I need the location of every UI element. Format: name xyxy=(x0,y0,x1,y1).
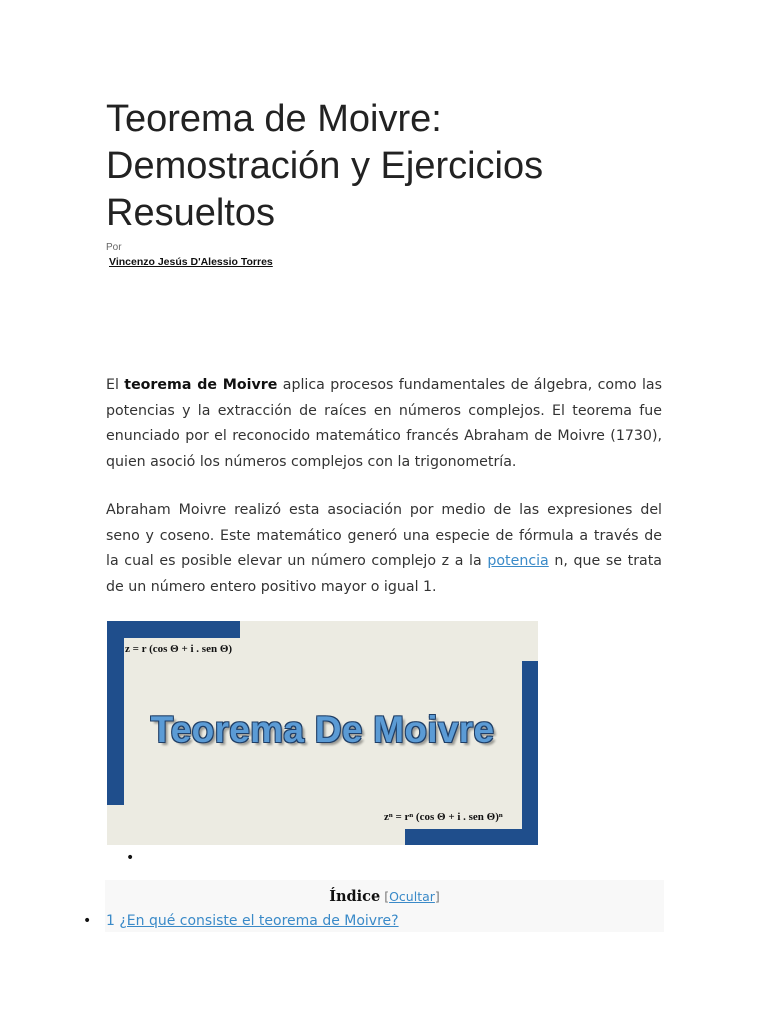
intro-paragraph xyxy=(106,373,662,475)
p1-rest: aplica procesos fundamentales de álgebra, como las potencias y la extracción de raíces en números complejos. El teorema fue enunciado por el reconocido matemático francés Abraham de Moivre (1730), quien asoció los números complejos con la trigonometría. xyxy=(106,377,662,470)
toc-header xyxy=(105,888,664,905)
toc-hide-toggle[interactable]: Ocultar xyxy=(389,889,435,904)
formula-bottom: zⁿ = rⁿ (cos Θ + i . sen Θ)ⁿ xyxy=(384,811,503,823)
toc-item-bullet: • xyxy=(83,913,92,929)
p1-lead: El xyxy=(106,377,125,393)
toc-item-1[interactable] xyxy=(106,913,399,929)
byline-prefix: Por xyxy=(106,242,122,253)
potencia-link[interactable]: potencia xyxy=(487,553,549,569)
bullet-marker: • xyxy=(126,850,135,866)
figure-heading: Teorema De Moivre xyxy=(150,709,495,750)
second-paragraph xyxy=(106,498,662,600)
p2-text-after: n, que se trata de un número entero positivo mayor o igual 1. xyxy=(106,553,663,595)
p2-text-before: Abraham Moivre realizó esta asociación por medio de las expresiones del seno y coseno. Este matemático generó una especie de fórmula a través de la cual es posible elevar un número complejo z a la xyxy=(106,502,662,569)
figure-bottom-bar xyxy=(405,829,538,845)
toc-item-number: 1 xyxy=(106,913,115,929)
toc-bracket-close: ] xyxy=(434,889,440,904)
theorem-figure xyxy=(107,621,538,845)
toc-item-label: ¿En qué consiste el teorema de Moivre? xyxy=(119,913,399,929)
figure-right-bar xyxy=(522,661,538,845)
toc-title: Índice xyxy=(329,888,381,905)
figure-top-bar xyxy=(107,621,240,638)
author-link[interactable]: Vincenzo Jesús D'Alessio Torres xyxy=(109,256,273,268)
article-title: Teorema de Moivre: Demostración y Ejercicios Resueltos xyxy=(106,98,544,234)
toc-bracket-open: [ xyxy=(380,889,390,904)
p1-bold-term: teorema de Moivre xyxy=(124,377,278,393)
formula-top: z = r (cos Θ + i . sen Θ) xyxy=(125,643,233,655)
